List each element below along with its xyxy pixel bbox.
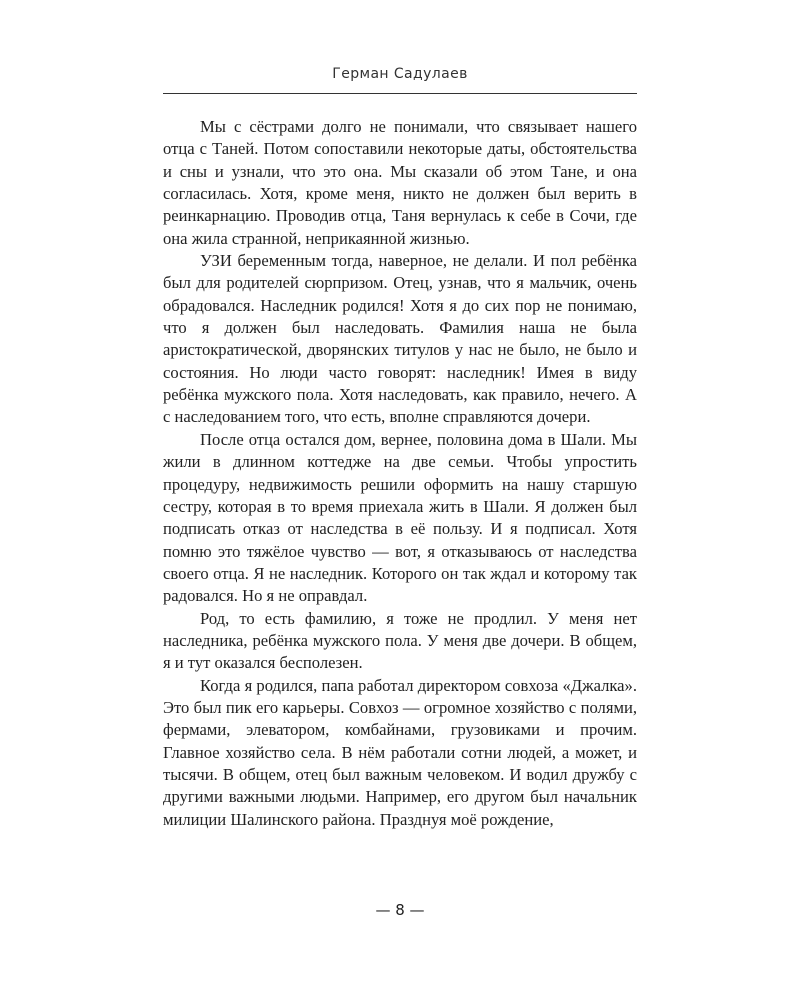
paragraph-3: После отца остался дом, вернее, половина дома в Шали. Мы жили в длинном коттедже на две семьи. Чтобы упростить процедуру, недвижимость решили оформить на нашу старшую сестру, которая в то время приехала жить в Шали. Я должен был подписать отказ от наследства в её пользу. И я подписал. Хотя помню это тяжёлое чувство — вот, я отказываюсь от наследства своего отца. Я не наследник. Которого он так ждал и которому так радовался. Но я не оправдал.	[163, 429, 637, 606]
paragraph-1: Мы с сёстрами долго не понимали, что связывает нашего отца с Таней. Потом сопоставили некоторые даты, обстоятельства и сны и узнали, что это она. Мы сказали об этом Тане, и она согласилась. Хотя, кроме меня, никто не должен был верить в реинкарнацию. Проводив отца, Таня вернулась к себе в Сочи, где она жила странной, неприкаянной жизнью.	[163, 117, 637, 248]
paragraph-5: Когда я родился, папа работал директором совхоза «Джалка». Это был пик его карьеры. Совхоз — огромное хозяйство с полями, фермами, элеватором, комбайнами, грузовиками и прочим. Главное хозяйство села. В нём работали сотни людей, а может, и тысячи. В общем, отец был важным человеком. И водил дружбу с другими важными людьми. Например, его другом был начальник милиции Шалинского района. Празднуя моё рождение,	[163, 675, 637, 829]
page-number: — 8 —	[375, 901, 425, 919]
running-head-author: Герман Садулаев	[332, 66, 468, 82]
paragraph-2: УЗИ беременным тогда, наверное, не делали. И пол ребёнка был для родителей сюрпризом. Отец, узнав, что я мальчик, очень обрадовался. Наследник родился! Хотя я до сих пор не понимаю, что я должен был наследовать. Фамилия наша не была аристократической, дворянских титулов у нас не было, не было и состояния. Но люди часто говорят: наследник! Имея в виду ребёнка мужского пола. Хотя наследовать, как правило, нечего. А с наследованием того, что есть, вполне справляются дочери.	[163, 251, 637, 427]
paragraph-4: Род, то есть фамилию, я тоже не продлил. У меня нет наследника, ребёнка мужского пола. У меня две дочери. В общем, я и тут оказался бесполезен.	[163, 608, 637, 673]
header-rule	[163, 93, 637, 94]
body-text	[163, 116, 637, 831]
